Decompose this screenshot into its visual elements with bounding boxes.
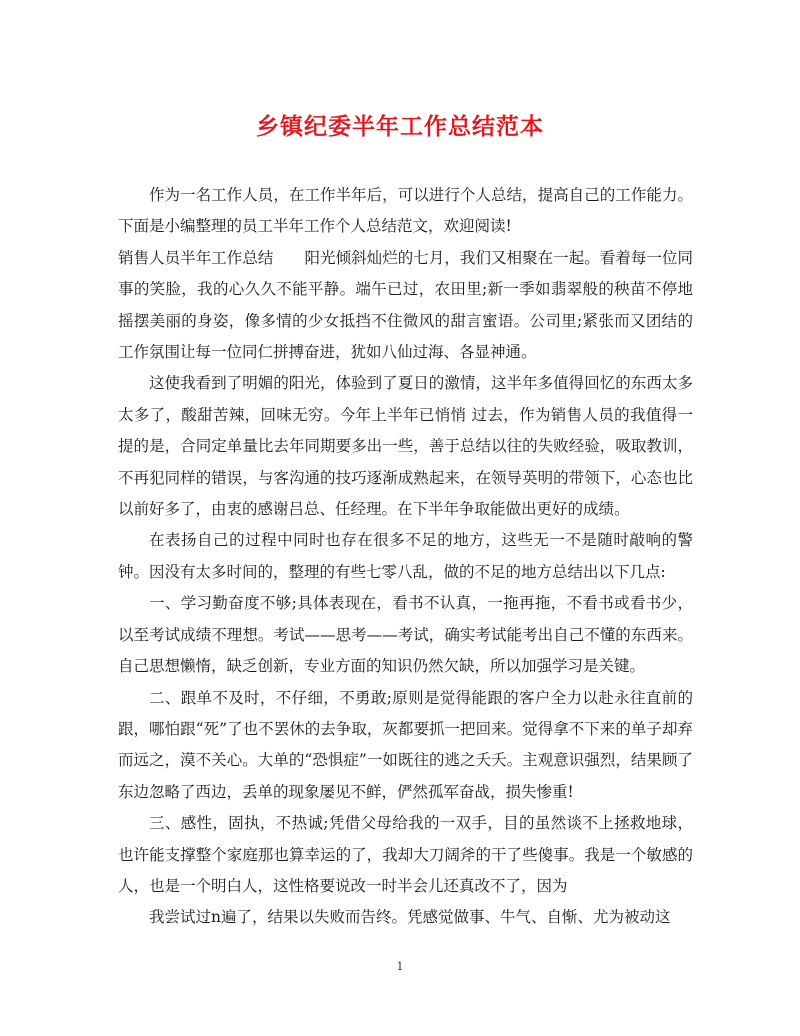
paragraph: 销售人员半年工作总结 阳光倾斜灿烂的七月，我们又相聚在一起。看着每一位同事的笑脸，我的心久久不能平静。端午已过，农田里;新一季如翡翠般的秧苗不停地摇摆美丽的身姿，像多情的少女抵挡不住微风的甜言蜜语。公司里;紧张而又团结的工作氛围让每一位同仁拼搏奋进，犹如八仙过海、各显神通。	[118, 248, 693, 362]
document-title: 乡镇纪委半年工作总结范本	[256, 113, 544, 140]
document-body	[118, 180, 693, 934]
paragraph: 二、跟单不及时，不仔细，不勇敢;原则是觉得能跟的客户全力以赴永往直前的跟，哪怕跟“死”了也不罢休的去争取，灰都要抓一把回来。觉得拿不下来的单子却弃而远之，漠不关心。大单的“恐惧症”一如既往的逃之夭夭。主观意识强烈，结果顾了东边忽略了西边，丢单的现象屡见不鲜，俨然孤军奋战，损失惨重!	[118, 688, 693, 801]
paragraph: 我尝试过n遍了，结果以失败而告终。凭感觉做事、牛气、自惭、尤为被动这	[149, 908, 671, 927]
page-number: 1	[396, 960, 404, 973]
paragraph: 一、学习勤奋度不够;具体表现在，看书不认真，一拖再拖，不看书或看书少，以至考试成绩不理想。考试——思考——考试，确实考试能考出自己不懂的东西来。自己思想懒惰，缺乏创新，专业方面的知识仍然欠缺，所以加强学习是关键。	[118, 594, 693, 676]
paragraph: 作为一名工作人员，在工作半年后，可以进行个人总结，提高自己的工作能力。下面是小编整理的员工半年工作个人总结范文，欢迎阅读!	[118, 186, 693, 236]
paragraph: 在表扬自己的过程中同时也存在很多不足的地方，这些无一不是随时敲响的警钟。因没有太多时间的，整理的有些七零八乱，做的不足的地方总结出以下几点:	[118, 531, 693, 581]
paragraph: 三、感性，固执，不热诚;凭借父母给我的一双手，目的虽然谈不上拯救地球，也许能支撑整个家庭那也算幸运的了，我却大刀阔斧的干了些傻事。我是一个敏感的人，也是一个明白人，这性格要说改一时半会儿还真改不了，因为	[118, 814, 693, 895]
paragraph: 这使我看到了明媚的阳光，体验到了夏日的激情，这半年多值得回忆的东西太多太多了，酸甜苦辣，回味无穷。今年上半年已悄悄 过去，作为销售人员的我值得一提的是，合同定单量比去年同期要多出一些，善于总结以往的失败经验，吸取教训，不再犯同样的错误，与客沟通的技巧逐渐成熟起来，在领导英明的带领下，心态也比以前好多了，由衷的感谢吕总、任经理。在下半年争取能做出更好的成绩。	[118, 374, 693, 519]
